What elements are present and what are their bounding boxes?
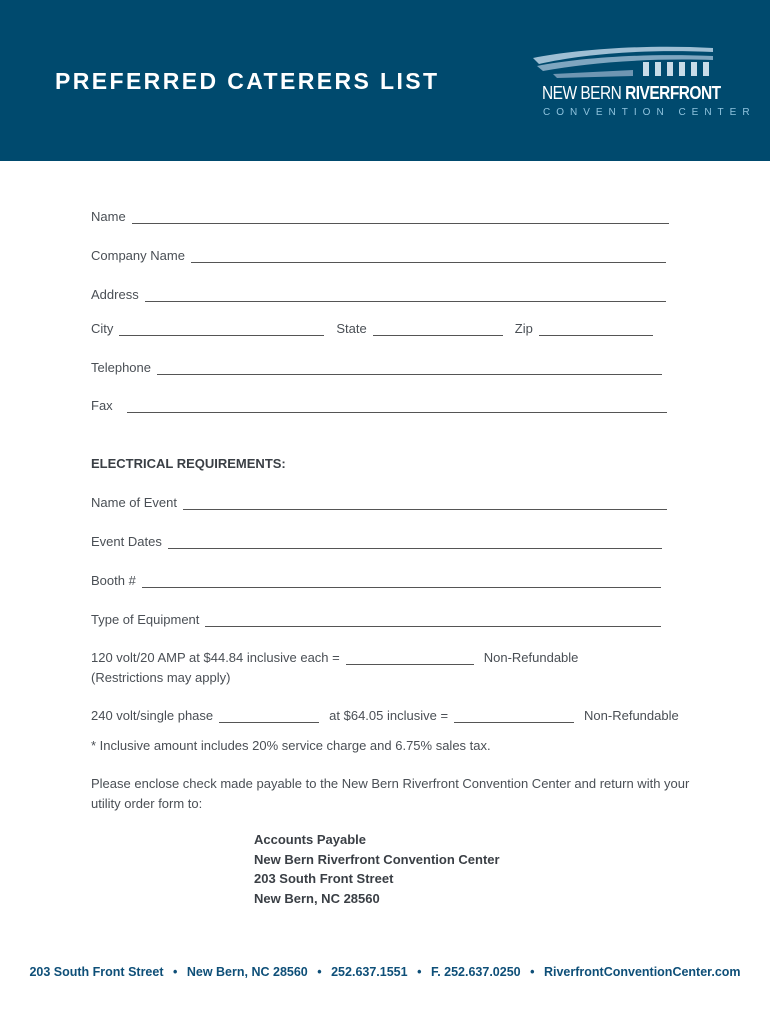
- bridge-logo-icon: [533, 44, 715, 84]
- telephone-label: Telephone: [91, 360, 151, 375]
- phase-qty-input-line[interactable]: [219, 708, 319, 723]
- booth-input-line[interactable]: [142, 573, 661, 588]
- logo-subtitle: CONVENTION CENTER: [543, 107, 756, 118]
- equipment-row: [91, 612, 661, 627]
- company-input-line[interactable]: [191, 248, 666, 263]
- footer-separator: •: [417, 965, 422, 979]
- footer-fax: F. 252.637.0250: [430, 965, 521, 979]
- address-line-2: New Bern Riverfront Convention Center: [254, 851, 500, 867]
- phase-label: 240 volt/single phase: [91, 708, 214, 723]
- amp-label: 120 volt/20 AMP at $44.84 inclusive each =: [91, 650, 340, 665]
- amp-restrictions-note: (Restrictions may apply): [91, 670, 231, 685]
- footer-contact: [0, 965, 770, 979]
- instructions-line-1: Please enclose check made payable to the New Bern Riverfront Convention Center and return with your: [91, 776, 690, 791]
- phase-row: [91, 708, 679, 723]
- address-line-3: 203 South Front Street: [254, 871, 394, 886]
- phase-price: at $64.05 inclusive =: [329, 708, 449, 723]
- state-input-line[interactable]: [373, 321, 503, 336]
- fax-label: Fax: [91, 398, 113, 413]
- logo-name-light: NEW BERN: [542, 83, 626, 103]
- mailing-address: [254, 830, 500, 908]
- company-row: [91, 248, 666, 263]
- footer-website-link[interactable]: RiverfrontConventionCenter.com: [543, 965, 741, 979]
- logo-name: [542, 83, 721, 104]
- address-line-1: Accounts Payable: [254, 832, 366, 847]
- logo-name-bold: RIVERFRONT: [625, 83, 721, 103]
- footer-separator: •: [172, 965, 178, 979]
- phase-total-input-line[interactable]: [454, 708, 574, 723]
- booth-row: [91, 573, 661, 588]
- footer-phone: 252.637.1551: [331, 965, 408, 979]
- instructions-line-2: utility order form to:: [91, 796, 203, 811]
- booth-label: Booth #: [91, 573, 136, 588]
- event-dates-row: [91, 534, 662, 549]
- convention-center-logo: [533, 44, 756, 124]
- event-dates-label: Event Dates: [91, 534, 162, 549]
- fax-row: [91, 398, 667, 413]
- city-label: City: [91, 321, 114, 336]
- amp-input-line[interactable]: [346, 650, 474, 665]
- page-title: PREFERRED CATERERS LIST: [55, 68, 440, 94]
- address-label: Address: [91, 287, 139, 302]
- zip-label: Zip: [514, 321, 533, 336]
- address-line-4: New Bern, NC 28560: [254, 890, 380, 906]
- footer-separator: •: [317, 965, 322, 979]
- inclusive-note: * Inclusive amount includes 20% service charge and 6.75% sales tax.: [91, 738, 491, 753]
- telephone-row: [91, 360, 662, 375]
- equipment-input-line[interactable]: [205, 612, 661, 627]
- header-banner: [0, 0, 770, 161]
- address-row: [91, 287, 666, 302]
- telephone-input-line[interactable]: [157, 360, 662, 375]
- fax-input-line[interactable]: [127, 398, 667, 413]
- footer-street: 203 South Front Street: [29, 965, 164, 979]
- state-label: State: [336, 321, 367, 336]
- zip-input-line[interactable]: [539, 321, 653, 336]
- event-name-row: [91, 495, 667, 510]
- city-state-zip-row: [91, 321, 653, 336]
- event-dates-input-line[interactable]: [168, 534, 662, 549]
- city-input-line[interactable]: [119, 321, 324, 336]
- name-row: [91, 209, 669, 224]
- equipment-label: Type of Equipment: [91, 612, 200, 627]
- name-input-line[interactable]: [132, 209, 669, 224]
- amp-nonrefundable: Non-Refundable: [483, 650, 579, 665]
- address-input-line[interactable]: [145, 287, 666, 302]
- electrical-section-title: ELECTRICAL REQUIREMENTS:: [91, 456, 286, 471]
- event-name-label: Name of Event: [91, 495, 177, 510]
- company-label: Company Name: [91, 248, 185, 263]
- footer-separator: •: [530, 965, 535, 979]
- phase-nonrefundable: Non-Refundable: [584, 708, 679, 723]
- amp-row: [91, 650, 578, 665]
- event-name-input-line[interactable]: [183, 495, 667, 510]
- footer-city: New Bern, NC 28560: [186, 965, 308, 979]
- name-label: Name: [91, 209, 126, 224]
